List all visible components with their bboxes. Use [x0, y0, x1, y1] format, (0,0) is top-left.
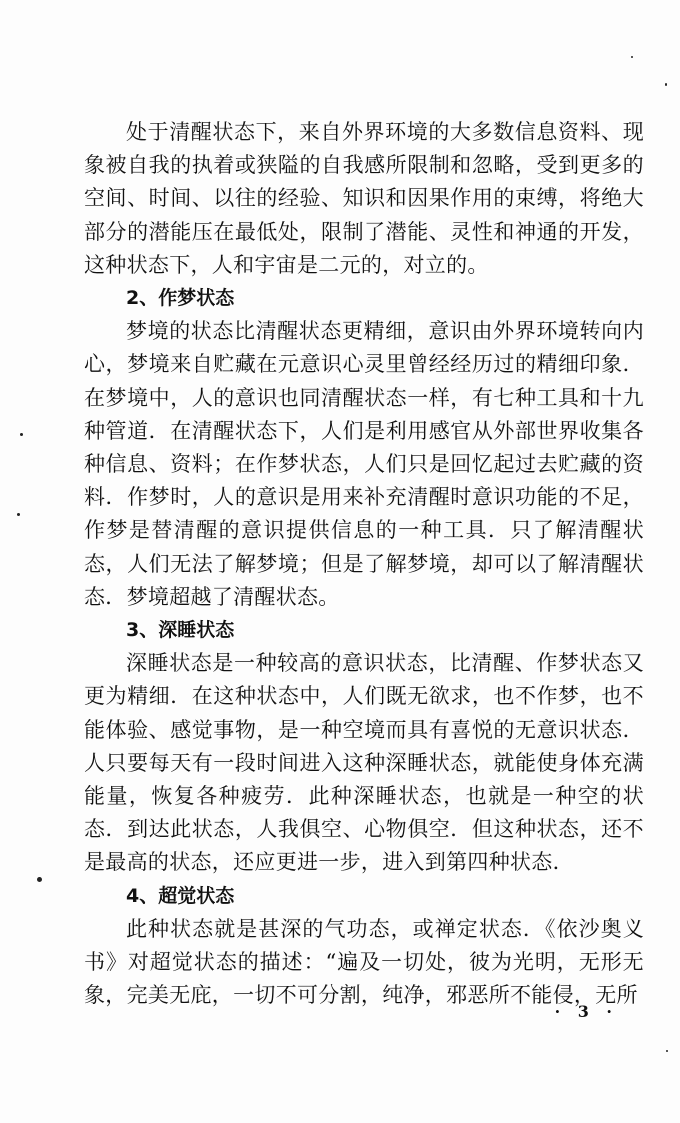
body-text [84, 116, 644, 1012]
scan-speck [631, 56, 633, 58]
scan-speck [666, 1050, 668, 1052]
scan-speck [17, 513, 20, 516]
paragraph-deep-sleep-state: 深睡状态是一种较高的意识状态，比清醒、作梦状态又更为精细．在这种状态中，人们既无欲求，也不作梦，也不能体验、感觉事物，是一种空境而具有喜悦的无意识状态．人只要每天有一段时间进入这种深睡状态，就能使身体充满能量，恢复各种疲劳．此种深睡状态，也就是一种空的状态．到达此状态，人我俱空、心物俱空．但这种状态，还不是最高的状态，还应更进一步，进入到第四种状态． [84, 651, 644, 875]
heading-deep-sleep-state: 3、深睡状态 [126, 619, 235, 642]
paragraph-dream-state: 梦境的状态比清醒状态更精细，意识由外界环境转向内心，梦境来自贮藏在元意识心灵里曾经经历过的精细印象．在梦境中，人的意识也同清醒状态一样，有七种工具和十九种管道．在清醒状态下，人们是利用感官从外部世界收集各种信息、资料；在作梦状态，人们只是回忆起过去贮藏的资料．作梦时，人的意识是用来补充清醒时意识功能的不足，作梦是替清醒的意识提供信息的一种工具．只了解清醒状态，人们无法了解梦境；但是了解梦境，却可以了解清醒状态．梦境超越了清醒状态。 [84, 319, 644, 609]
scan-speck [37, 877, 42, 882]
scan-speck [20, 433, 23, 436]
page-number: · 3 · [554, 1002, 618, 1021]
paragraph-transcendent-state: 此种状态就是甚深的气功态，或禅定状态．《依沙奥义书》对超觉状态的描述：“遍及一切处，彼为光明，无形无象，完美无庇，一切不可分割，纯净，邪恶所不能侵，无所 [84, 916, 644, 1008]
heading-dream-state: 2、作梦状态 [126, 287, 235, 310]
heading-transcendent-state: 4、超觉状态 [126, 884, 235, 907]
scan-speck [665, 83, 667, 86]
paragraph-waking-state: 处于清醒状态下，来自外界环境的大多数信息资料、现象被自我的执着或狭隘的自我感所限制和忽略，受到更多的空间、时间、以往的经验、知识和因果作用的束缚，将绝大部分的潜能压在最低处，限制了潜能、灵性和神通的开发，这种状态下，人和宇宙是二元的，对立的。 [84, 120, 644, 277]
